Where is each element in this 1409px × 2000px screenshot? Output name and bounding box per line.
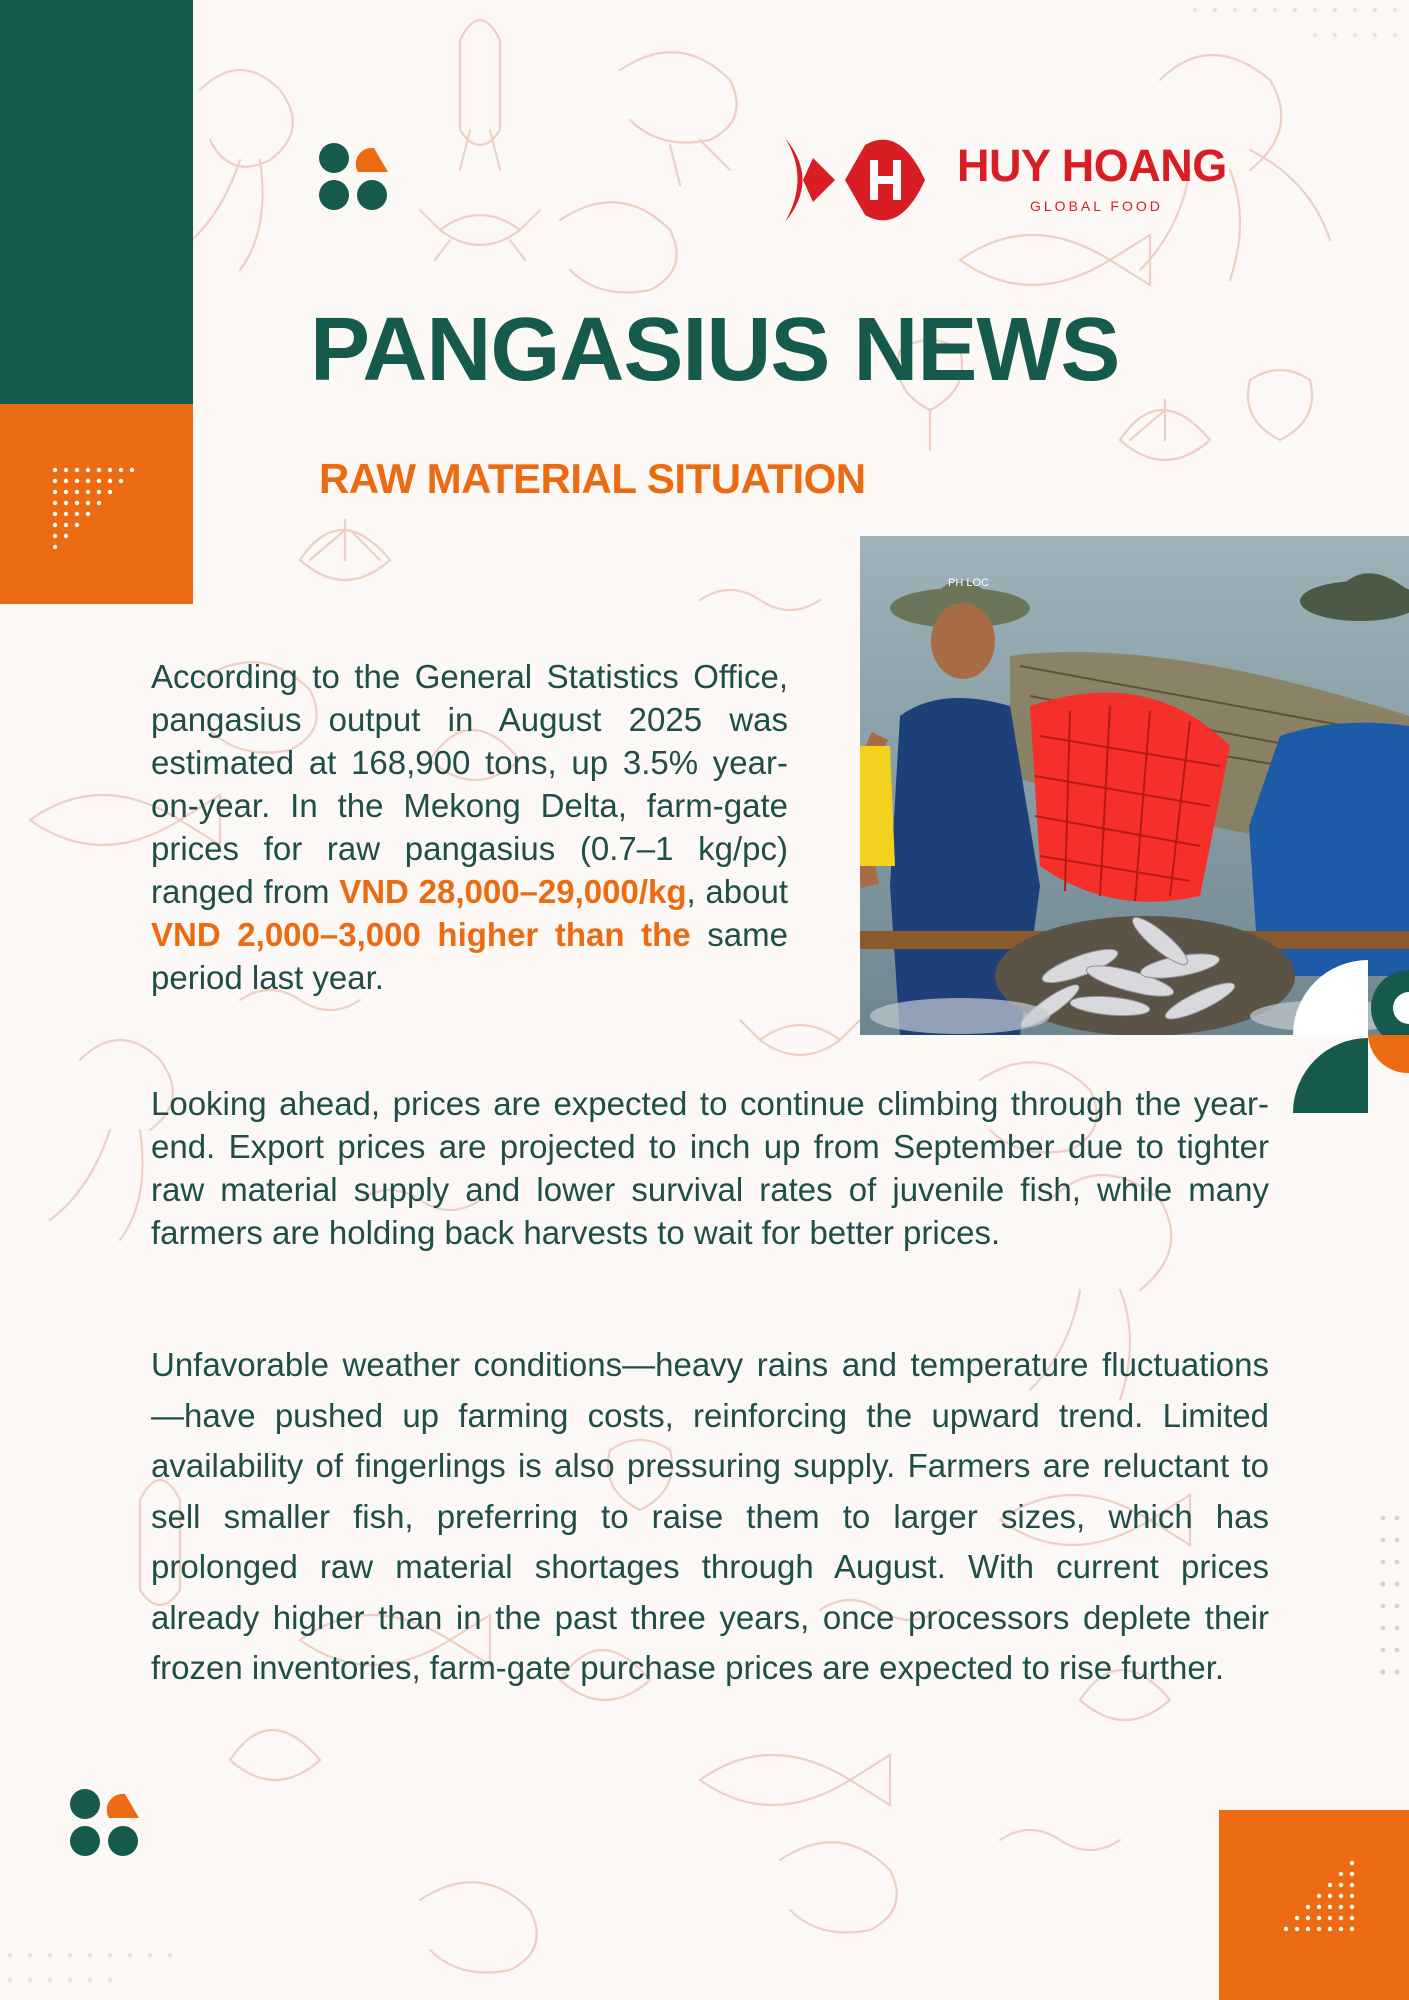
four-dots-logo-icon-bottom <box>69 1788 141 1858</box>
paragraph-1-mid: , about <box>686 873 789 910</box>
green-side-bar <box>0 0 193 404</box>
paragraph-1-lead: According to the General Statistics Office, pangasius output in August 2025 was estimated at 168,900 tons, up 3.5% year-on-year. In the Mekong Delta, farm-gate prices for raw pangasius (0.7–1 kg/pc) ranged from <box>151 658 788 910</box>
article-paragraph-3: Unfavorable weather conditions—heavy rains and temperature fluctuations—have pushed up farming costs, reinforcing the upward trend. Limited availability of fingerlings is also pressuring supply. Farmers are reluctant to sell smaller fish, preferring to raise them to larger sizes, which has prolonged raw material shortages through August. With current prices already higher than in the past three years, once processors deplete their frozen inventories, farm-gate purchase prices are expected to rise further. <box>151 1346 1269 1686</box>
geometric-decoration <box>1293 960 1409 1113</box>
dot-column-decoration <box>1375 1510 1409 1690</box>
hat-text: PH LOC <box>948 577 989 589</box>
article-paragraph-1 <box>151 655 788 999</box>
page-title: PANGASIUS NEWS <box>310 300 1120 400</box>
brand-tagline: GLOBAL FOOD <box>1030 198 1163 214</box>
dot-triangle-decoration <box>1280 1855 1360 1940</box>
price-range-highlight: VND 28,000–29,000/kg <box>339 873 687 910</box>
dot-grid-decoration <box>50 465 145 555</box>
dot-row-decoration-bottom <box>0 1945 200 2000</box>
article-paragraph-2: Looking ahead, prices are expected to continue climbing through the year-end. Export prices are projected to inch up from September due to tighter raw material supply and lower survival rates of juvenile fish, while many farmers are holding back harvests to wait for better prices. <box>151 1085 1269 1251</box>
dot-row-decoration <box>1185 0 1409 60</box>
brand-name: HUY HOANG <box>957 140 1227 191</box>
paragraph-1-tail: same period last year. <box>151 916 788 996</box>
four-dots-logo-icon <box>318 142 390 212</box>
page-subtitle: RAW MATERIAL SITUATION <box>319 455 866 502</box>
huy-hoang-fish-logo-icon <box>785 128 925 233</box>
price-difference-highlight: VND 2,000–3,000 higher than the <box>151 916 691 953</box>
brand-logo <box>785 128 1255 228</box>
